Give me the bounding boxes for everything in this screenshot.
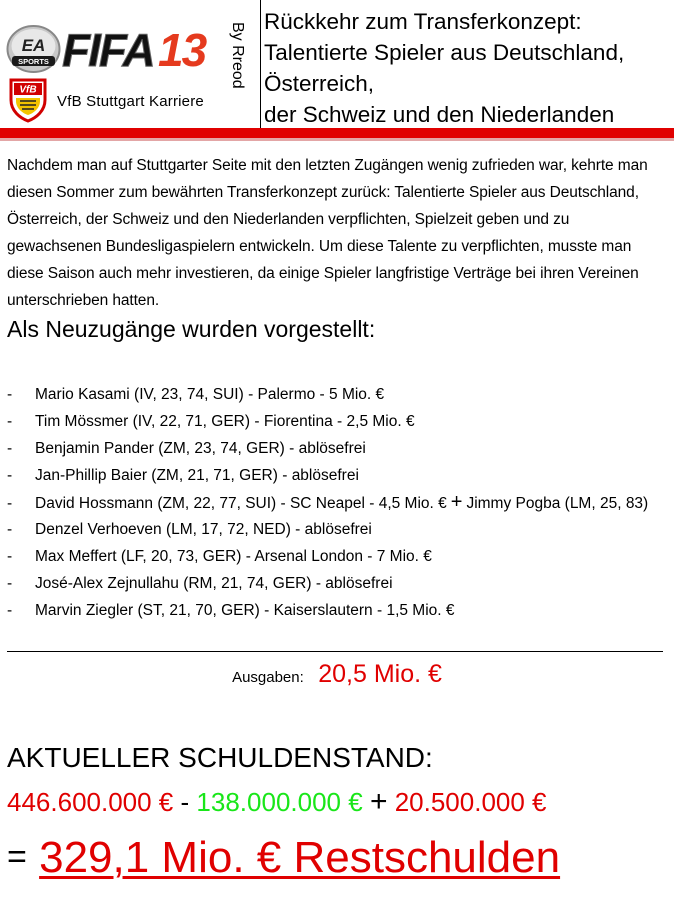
debt-income: 138.000.000 € [196, 787, 363, 817]
ea-sports-logo [6, 24, 61, 74]
headline [264, 6, 674, 130]
header-red-bar [0, 128, 674, 138]
headline-line: Talentierte Spieler aus Deutschland, Österreich, [264, 40, 625, 96]
transfer-item [7, 381, 648, 408]
expenses-summary [0, 660, 674, 689]
transfer-item [7, 516, 648, 543]
transfer-item [7, 597, 648, 624]
list-bullet: - [7, 602, 13, 619]
svg-text:13: 13 [158, 24, 206, 76]
header [0, 0, 674, 130]
vfb-crest-logo [8, 78, 48, 123]
equals-sign: = [7, 838, 27, 876]
transfer-text: Max Meffert (LF, 20, 73, GER) - Arsenal London - 7 Mio. € [35, 548, 432, 565]
expenses-value: 20,5 Mio. € [318, 660, 442, 688]
headline-line: der Schweiz und den Niederlanden [264, 102, 615, 127]
list-bullet: - [7, 521, 13, 538]
author-credit: By Rreod [229, 22, 246, 89]
transfer-extra: Jimmy Pogba (LM, 25, 83) [466, 495, 649, 512]
transfer-text: Tim Mössmer (IV, 22, 71, GER) - Fiorentina - 2,5 Mio. € [35, 413, 415, 430]
horizontal-rule [7, 651, 663, 652]
list-bullet: - [7, 386, 13, 403]
debt-result [7, 833, 560, 883]
list-bullet: - [7, 548, 13, 565]
debt-result-value: 329,1 Mio. € Restschulden [39, 833, 561, 882]
fifa-13-logo [62, 22, 206, 76]
section-title: Als Neuzugänge wurden vorgestellt: [7, 316, 376, 342]
transfer-text: Jan-Phillip Baier (ZM, 21, 71, GER) - ablösefrei [35, 467, 359, 484]
career-label: VfB Stuttgart Karriere [57, 93, 204, 110]
expenses-label: Ausgaben: [232, 669, 304, 686]
list-bullet: - [7, 495, 13, 512]
transfer-list [7, 381, 648, 624]
debt-calculation [7, 785, 547, 819]
list-bullet: - [7, 467, 13, 484]
transfer-text: Marvin Ziegler (ST, 21, 70, GER) - Kaiserslautern - 1,5 Mio. € [35, 602, 455, 619]
transfer-item [7, 489, 648, 516]
transfer-text: Benjamin Pander (ZM, 23, 74, GER) - ablösefrei [35, 440, 366, 457]
list-bullet: - [7, 440, 13, 457]
transfer-text: Mario Kasami (IV, 23, 74, SUI) - Palermo - 5 Mio. € [35, 386, 385, 403]
transfer-text: Denzel Verhoeven (LM, 17, 72, NED) - ablösefrei [35, 521, 372, 538]
svg-text:EA: EA [21, 36, 46, 55]
transfer-item [7, 570, 648, 597]
transfer-item [7, 543, 648, 570]
debt-previous: 446.600.000 € [7, 787, 174, 817]
list-bullet: - [7, 413, 13, 430]
header-divider [260, 0, 261, 128]
transfer-item [7, 435, 648, 462]
headline-line: Rückkehr zum Transferkonzept: [264, 9, 582, 34]
plus-sign: + [369, 785, 388, 818]
debt-spent: 20.500.000 € [394, 787, 547, 817]
header-red-bar-shadow [0, 138, 674, 141]
plus-sign: + [450, 491, 463, 513]
transfer-item [7, 462, 648, 489]
svg-text:SPORTS: SPORTS [18, 57, 49, 66]
transfer-text: David Hossmann (ZM, 22, 77, SUI) - SC Neapel - 4,5 Mio. € [35, 495, 447, 512]
transfer-item [7, 408, 648, 435]
svg-text:VfB: VfB [19, 84, 37, 96]
debt-title: AKTUELLER SCHULDENSTAND: [7, 742, 433, 773]
list-bullet: - [7, 575, 13, 592]
minus-sign: - [180, 787, 190, 817]
svg-text:FIFA: FIFA [62, 24, 154, 76]
transfer-text: José-Alex Zejnullahu (RM, 21, 74, GER) - ablösefrei [35, 575, 393, 592]
intro-paragraph: Nachdem man auf Stuttgarter Seite mit den letzten Zugängen wenig zufrieden war, kehrte man diesen Sommer zum bewährten Transferkonzept zurück: Talentierte Spieler aus Deutschland, Österreich, der Schweiz und den Niederlanden verpflichten, Spielzeit geben und zu gewachsenen Bundesligaspielern entwickeln. Um diese Talente zu verpflichten, musste man diese Saison auch mehr investieren, da einige Spieler langfristige Verträge bei ihren Vereinen unterschrieben hatten. [7, 157, 648, 309]
